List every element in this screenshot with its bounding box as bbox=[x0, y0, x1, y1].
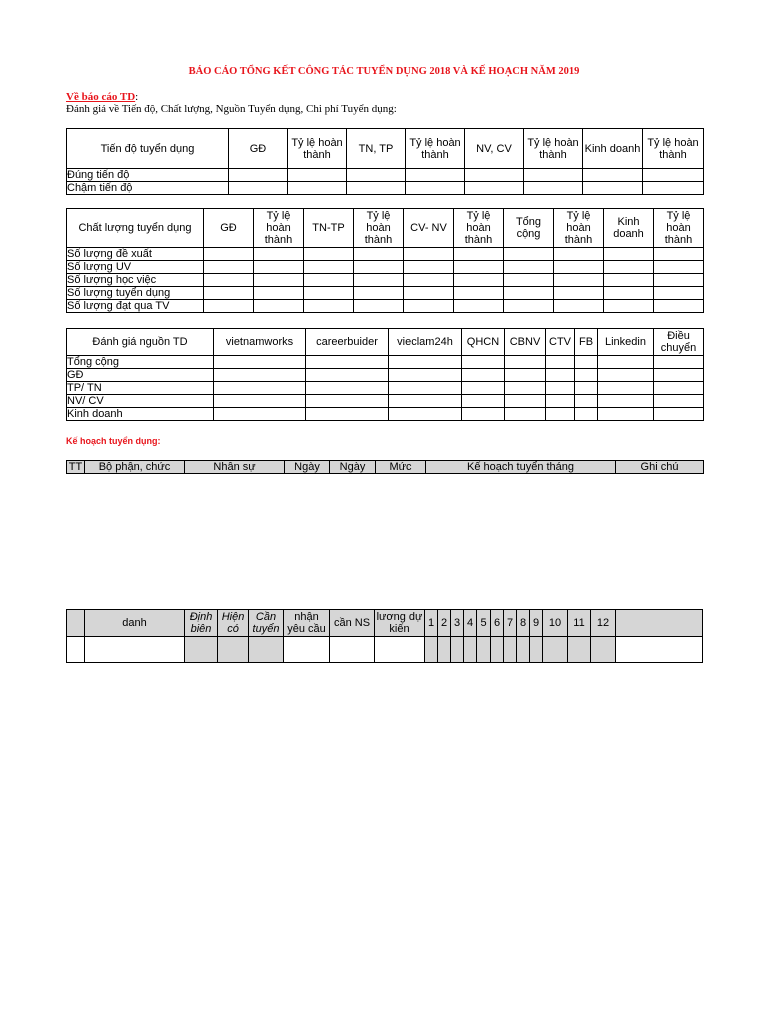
plan-header-cell: danh bbox=[85, 610, 185, 637]
table-row bbox=[67, 382, 704, 395]
progress-header-cell: GĐ bbox=[229, 129, 288, 169]
quality-row-label: Số lượng UV bbox=[67, 261, 204, 274]
plan-month-cell: 11 bbox=[568, 610, 591, 637]
quality-header-cell: GĐ bbox=[204, 209, 254, 248]
source-header-cell: CTV bbox=[546, 329, 575, 356]
source-row-label: TP/ TN bbox=[67, 382, 214, 395]
quality-header-cell: CV- NV bbox=[404, 209, 454, 248]
table-row bbox=[67, 356, 704, 369]
plan-month-cell: 4 bbox=[464, 610, 477, 637]
progress-header-cell: Tỷ lệ hoàn thành bbox=[288, 129, 347, 169]
table-row bbox=[67, 369, 704, 382]
table-row bbox=[67, 287, 704, 300]
progress-header-cell: Tỷ lệ hoàn thành bbox=[524, 129, 583, 169]
plan-header-cell: nhận yêu cầu bbox=[284, 610, 330, 637]
plan-heading: Kế hoạch tuyển dụng: bbox=[66, 436, 161, 446]
report-heading-colon: : bbox=[135, 91, 139, 103]
progress-row-label: Chậm tiến độ bbox=[67, 182, 229, 195]
table-row bbox=[67, 300, 704, 313]
table-row bbox=[67, 395, 704, 408]
quality-row-label: Số lượng đạt qua TV bbox=[67, 300, 204, 313]
source-header-cell: Điều chuyển bbox=[654, 329, 704, 356]
progress-header-cell: Tiến độ tuyển dụng bbox=[67, 129, 229, 169]
plan-month-cell: 1 bbox=[425, 610, 438, 637]
plan-header-cell: Ngày bbox=[330, 461, 376, 474]
progress-header-cell: NV, CV bbox=[465, 129, 524, 169]
quality-header-cell: Kinh doanh bbox=[604, 209, 654, 248]
source-header-cell: Linkedin bbox=[598, 329, 654, 356]
progress-row-label: Đúng tiến độ bbox=[67, 169, 229, 182]
quality-row-label: Số lượng học việc bbox=[67, 274, 204, 287]
plan-header-cell: Hiện có bbox=[218, 610, 249, 637]
source-header-row bbox=[67, 329, 704, 356]
source-header-cell: FB bbox=[575, 329, 598, 356]
plan-month-cell: 10 bbox=[543, 610, 568, 637]
source-header-cell: vieclam24h bbox=[389, 329, 462, 356]
source-row-label: Kinh doanh bbox=[67, 408, 214, 421]
table-row bbox=[67, 408, 704, 421]
plan-header-row bbox=[67, 610, 703, 637]
quality-header-cell: Chất lượng tuyển dụng bbox=[67, 209, 204, 248]
plan-header-cell: Bộ phận, chức bbox=[85, 461, 185, 474]
plan-header-cell: Định biên bbox=[185, 610, 218, 637]
report-section-heading bbox=[66, 91, 138, 103]
plan-month-cell: 5 bbox=[477, 610, 491, 637]
quality-header-cell: Tỷ lệ hoàn thành bbox=[654, 209, 704, 248]
quality-header-row bbox=[67, 209, 704, 248]
quality-row-label: Số lượng đề xuất bbox=[67, 248, 204, 261]
plan-top-header-row bbox=[67, 461, 704, 474]
quality-header-cell: Tỷ lệ hoàn thành bbox=[554, 209, 604, 248]
plan-header-cell bbox=[616, 610, 703, 637]
source-header-cell: Đánh giá nguồn TD bbox=[67, 329, 214, 356]
plan-month-cell: 9 bbox=[530, 610, 543, 637]
table-row bbox=[67, 182, 704, 195]
plan-header-cell: lương dự kiến bbox=[375, 610, 425, 637]
quality-row-label: Số lượng tuyển dụng bbox=[67, 287, 204, 300]
plan-header-cell: TT bbox=[67, 461, 85, 474]
source-header-cell: careerbuider bbox=[306, 329, 389, 356]
quality-header-cell: Tỷ lệ hoàn thành bbox=[354, 209, 404, 248]
plan-header-cell bbox=[67, 610, 85, 637]
plan-header-cell: Nhân sự bbox=[185, 461, 285, 474]
plan-header-cell: Cần tuyển bbox=[249, 610, 284, 637]
plan-month-cell: 6 bbox=[491, 610, 504, 637]
source-row-label: NV/ CV bbox=[67, 395, 214, 408]
report-description: Đánh giá về Tiến độ, Chất lượng, Nguồn Tuyển dụng, Chi phí Tuyển dụng: bbox=[66, 103, 397, 115]
report-heading-text: Về báo cáo TD bbox=[66, 91, 136, 103]
plan-table bbox=[66, 609, 703, 663]
plan-header-cell: Ngày bbox=[285, 461, 330, 474]
quality-header-cell: Tỷ lệ hoàn thành bbox=[254, 209, 304, 248]
progress-table bbox=[66, 128, 704, 195]
table-row bbox=[67, 274, 704, 287]
source-row-label: GĐ bbox=[67, 369, 214, 382]
plan-header-cell: Mức bbox=[376, 461, 426, 474]
quality-header-cell: Tổng cộng bbox=[504, 209, 554, 248]
source-table bbox=[66, 328, 704, 421]
plan-header-cell: Ghi chú bbox=[616, 461, 704, 474]
quality-table bbox=[66, 208, 704, 313]
report-title: BÁO CÁO TỔNG KẾT CÔNG TÁC TUYỂN DỤNG 2018 VÀ KẾ HOẠCH NĂM 2019 bbox=[188, 66, 580, 77]
plan-header-cell: cần NS bbox=[330, 610, 375, 637]
plan-month-cell: 8 bbox=[517, 610, 530, 637]
source-header-cell: vietnamworks bbox=[214, 329, 306, 356]
table-row bbox=[67, 248, 704, 261]
plan-month-cell: 3 bbox=[451, 610, 464, 637]
progress-header-cell: Kinh doanh bbox=[583, 129, 643, 169]
plan-month-cell: 2 bbox=[438, 610, 451, 637]
table-row bbox=[67, 169, 704, 182]
plan-month-cell: 7 bbox=[504, 610, 517, 637]
table-row bbox=[67, 261, 704, 274]
progress-header-row bbox=[67, 129, 704, 169]
source-row-label: Tổng cộng bbox=[67, 356, 214, 369]
quality-header-cell: TN-TP bbox=[304, 209, 354, 248]
progress-header-cell: TN, TP bbox=[347, 129, 406, 169]
source-header-cell: QHCN bbox=[462, 329, 505, 356]
quality-header-cell: Tỷ lệ hoàn thành bbox=[454, 209, 504, 248]
source-header-cell: CBNV bbox=[505, 329, 546, 356]
plan-top-header bbox=[66, 460, 704, 474]
table-row bbox=[67, 637, 703, 663]
plan-month-cell: 12 bbox=[591, 610, 616, 637]
progress-header-cell: Tỷ lệ hoàn thành bbox=[643, 129, 704, 169]
progress-header-cell: Tỷ lệ hoàn thành bbox=[406, 129, 465, 169]
plan-header-cell: Kế hoạch tuyển tháng bbox=[426, 461, 616, 474]
